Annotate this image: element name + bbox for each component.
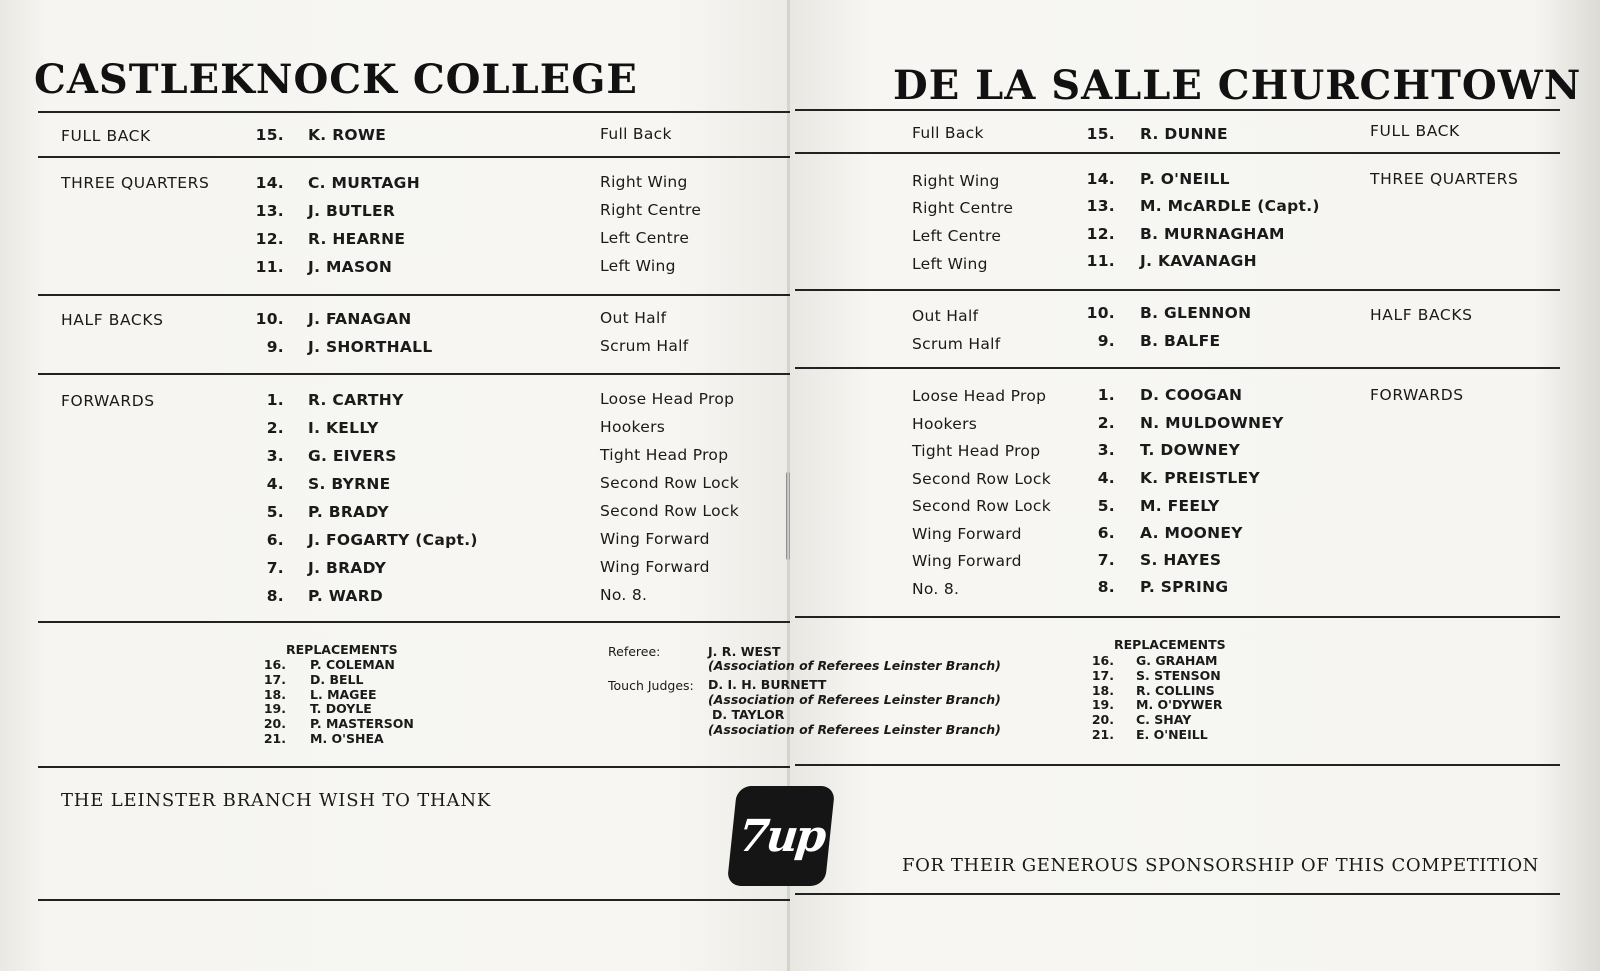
player-position: Right Wing	[912, 172, 1000, 190]
player-name: S. HAYES	[1140, 551, 1222, 569]
replacement-number: 17.	[1091, 668, 1114, 683]
player-position: Left Centre	[600, 229, 690, 247]
player-name: A. MOONEY	[1140, 524, 1243, 542]
replacement-name: M. O'SHEA	[310, 731, 384, 746]
player-position: Out Half	[600, 309, 667, 327]
player-name: K. PREISTLEY	[1140, 469, 1260, 487]
player-number: 4.	[1097, 469, 1115, 487]
player-position: Scrum Half	[912, 335, 1001, 353]
player-name: N. MULDOWNEY	[1140, 414, 1284, 432]
player-position: Left Centre	[912, 227, 1002, 245]
rule	[795, 109, 1560, 111]
player-position: Right Centre	[912, 199, 1014, 217]
player-name: R. DUNNE	[1140, 125, 1228, 143]
replacement-number: 19.	[263, 701, 286, 716]
player-name: P. O'NEILL	[1140, 170, 1230, 188]
touch-judges-label: Touch Judges:	[608, 678, 694, 693]
touch-judge-2-association: (Association of Referees Leinster Branch)	[708, 722, 1001, 737]
player-number: 9.	[266, 338, 284, 356]
rule	[795, 764, 1560, 766]
rule	[38, 156, 790, 158]
player-name: D. COOGAN	[1140, 386, 1243, 404]
player-position: Loose Head Prop	[912, 387, 1047, 405]
player-position: Second Row Lock	[912, 470, 1051, 488]
player-name: B. MURNAGHAM	[1140, 225, 1285, 243]
replacements-heading: REPLACEMENTS	[286, 642, 398, 657]
player-number: 15.	[1086, 125, 1115, 143]
replacement-number: 21.	[263, 731, 286, 746]
section-label-full-back: FULL BACK	[61, 127, 151, 145]
player-number: 8.	[1097, 578, 1115, 596]
player-position: Full Back	[600, 125, 672, 143]
staple-icon	[786, 472, 790, 560]
player-position: Hookers	[912, 415, 978, 433]
rule	[38, 766, 790, 768]
replacement-name: E. O'NEILL	[1136, 727, 1208, 742]
replacement-number: 18.	[1091, 683, 1114, 698]
player-number: 8.	[266, 587, 284, 605]
player-position: Wing Forward	[600, 530, 710, 548]
left-team-title: CASTLEKNOCK COLLEGE	[34, 56, 638, 103]
referee-association: (Association of Referees Leinster Branch)	[708, 658, 1001, 673]
section-label-forwards: FORWARDS	[61, 392, 155, 410]
player-position: Second Row Lock	[912, 497, 1051, 515]
player-name: C. MURTAGH	[308, 174, 420, 192]
player-position: Left Wing	[600, 257, 676, 275]
player-number: 6.	[1097, 524, 1115, 542]
player-number: 7.	[1097, 551, 1115, 569]
replacement-number: 18.	[263, 687, 286, 702]
player-position: Wing Forward	[912, 525, 1022, 543]
player-position: Hookers	[600, 418, 666, 436]
player-number: 5.	[1097, 497, 1115, 515]
section-label-three-quarters: THREE QUARTERS	[1370, 170, 1519, 188]
player-number: 3.	[1097, 441, 1115, 459]
player-number: 1.	[1097, 386, 1115, 404]
player-number: 5.	[266, 503, 284, 521]
player-position: No. 8.	[912, 580, 960, 598]
replacement-name: T. DOYLE	[310, 701, 372, 716]
sponsor-thanks-text: THE LEINSTER BRANCH WISH TO THANK	[61, 790, 492, 811]
rule	[795, 893, 1560, 895]
player-name: J. FOGARTY (Capt.)	[308, 531, 478, 549]
replacement-name: P. COLEMAN	[310, 657, 395, 672]
replacement-name: D. BELL	[310, 672, 364, 687]
player-name: R. HEARNE	[308, 230, 406, 248]
player-name: M. FEELY	[1140, 497, 1220, 515]
player-number: 11.	[1086, 252, 1115, 270]
player-name: J. MASON	[308, 258, 393, 276]
section-label-full-back: FULL BACK	[1370, 122, 1460, 140]
player-position: Second Row Lock	[600, 474, 739, 492]
replacement-name: P. MASTERSON	[310, 716, 414, 731]
player-name: K. ROWE	[308, 126, 387, 144]
player-name: P. WARD	[308, 587, 384, 605]
replacement-number: 17.	[263, 672, 286, 687]
player-number: 4.	[266, 475, 284, 493]
replacements-heading: REPLACEMENTS	[1114, 637, 1226, 652]
section-label-half-backs: HALF BACKS	[61, 311, 164, 329]
replacement-name: M. O'DYWER	[1136, 697, 1223, 712]
rule	[795, 616, 1560, 618]
player-number: 10.	[1086, 304, 1115, 322]
player-number: 2.	[266, 419, 284, 437]
player-number: 6.	[266, 531, 284, 549]
player-name: J. BUTLER	[308, 202, 396, 220]
player-name: B. GLENNON	[1140, 304, 1252, 322]
player-position: No. 8.	[600, 586, 648, 604]
section-label-half-backs: HALF BACKS	[1370, 306, 1473, 324]
player-number: 15.	[255, 126, 284, 144]
player-position: Wing Forward	[600, 558, 710, 576]
touch-judge-2-name: D. TAYLOR	[712, 707, 785, 722]
referee-label: Referee:	[608, 644, 661, 659]
player-number: 10.	[255, 310, 284, 328]
player-position: Tight Head Prop	[600, 446, 729, 464]
player-number: 13.	[1086, 197, 1115, 215]
player-position: Scrum Half	[600, 337, 689, 355]
player-name: J. SHORTHALL	[308, 338, 433, 356]
rule	[38, 899, 790, 901]
player-position: Wing Forward	[912, 552, 1022, 570]
referee-name: J. R. WEST	[708, 644, 781, 659]
player-name: P. SPRING	[1140, 578, 1229, 596]
player-number: 11.	[255, 258, 284, 276]
player-position: Right Centre	[600, 201, 702, 219]
rule	[38, 621, 790, 623]
rule	[795, 152, 1560, 154]
player-position: Right Wing	[600, 173, 688, 191]
replacement-number: 19.	[1091, 697, 1114, 712]
player-name: S. BYRNE	[308, 475, 391, 493]
rule	[38, 373, 790, 375]
7up-logo-icon	[727, 786, 836, 886]
section-label-forwards: FORWARDS	[1370, 386, 1464, 404]
player-position: Out Half	[912, 307, 979, 325]
player-number: 3.	[266, 447, 284, 465]
player-name: I. KELLY	[308, 419, 379, 437]
rule	[38, 111, 790, 113]
player-name: J. FANAGAN	[308, 310, 412, 328]
touch-judge-1-association: (Association of Referees Leinster Branch)	[708, 692, 1001, 707]
player-name: J. KAVANAGH	[1140, 252, 1257, 270]
player-number: 14.	[255, 174, 284, 192]
replacement-name: S. STENSON	[1136, 668, 1221, 683]
sponsor-logo-text: 7up	[736, 810, 826, 862]
touch-judge-1-name: D. I. H. BURNETT	[708, 677, 827, 692]
player-position: Left Wing	[912, 255, 988, 273]
replacement-number: 21.	[1091, 727, 1114, 742]
player-number: 14.	[1086, 170, 1115, 188]
replacement-number: 20.	[263, 716, 286, 731]
player-number: 7.	[266, 559, 284, 577]
player-number: 12.	[255, 230, 284, 248]
replacement-name: C. SHAY	[1136, 712, 1192, 727]
player-name: M. McARDLE (Capt.)	[1140, 197, 1320, 215]
rule	[795, 289, 1560, 291]
player-position: Full Back	[912, 124, 984, 142]
player-position: Second Row Lock	[600, 502, 739, 520]
replacement-number: 16.	[263, 657, 286, 672]
player-position: Loose Head Prop	[600, 390, 735, 408]
player-name: G. EIVERS	[308, 447, 397, 465]
replacement-number: 16.	[1091, 653, 1114, 668]
player-name: P. BRADY	[308, 503, 389, 521]
player-number: 9.	[1097, 332, 1115, 350]
section-label-three-quarters: THREE QUARTERS	[61, 174, 210, 192]
replacement-name: L. MAGEE	[310, 687, 377, 702]
player-position: Tight Head Prop	[912, 442, 1041, 460]
player-name: J. BRADY	[308, 559, 387, 577]
player-number: 13.	[255, 202, 284, 220]
sponsorship-text: FOR THEIR GENEROUS SPONSORSHIP OF THIS COMPETITION	[902, 855, 1540, 876]
rule	[795, 367, 1560, 369]
rule	[38, 294, 790, 296]
right-team-title: DE LA SALLE CHURCHTOWN	[893, 62, 1582, 109]
player-name: R. CARTHY	[308, 391, 404, 409]
replacement-number: 20.	[1091, 712, 1114, 727]
replacement-name: G. GRAHAM	[1136, 653, 1218, 668]
player-name: B. BALFE	[1140, 332, 1221, 350]
player-number: 2.	[1097, 414, 1115, 432]
replacement-name: R. COLLINS	[1136, 683, 1215, 698]
player-name: T. DOWNEY	[1140, 441, 1241, 459]
player-number: 1.	[266, 391, 284, 409]
player-number: 12.	[1086, 225, 1115, 243]
